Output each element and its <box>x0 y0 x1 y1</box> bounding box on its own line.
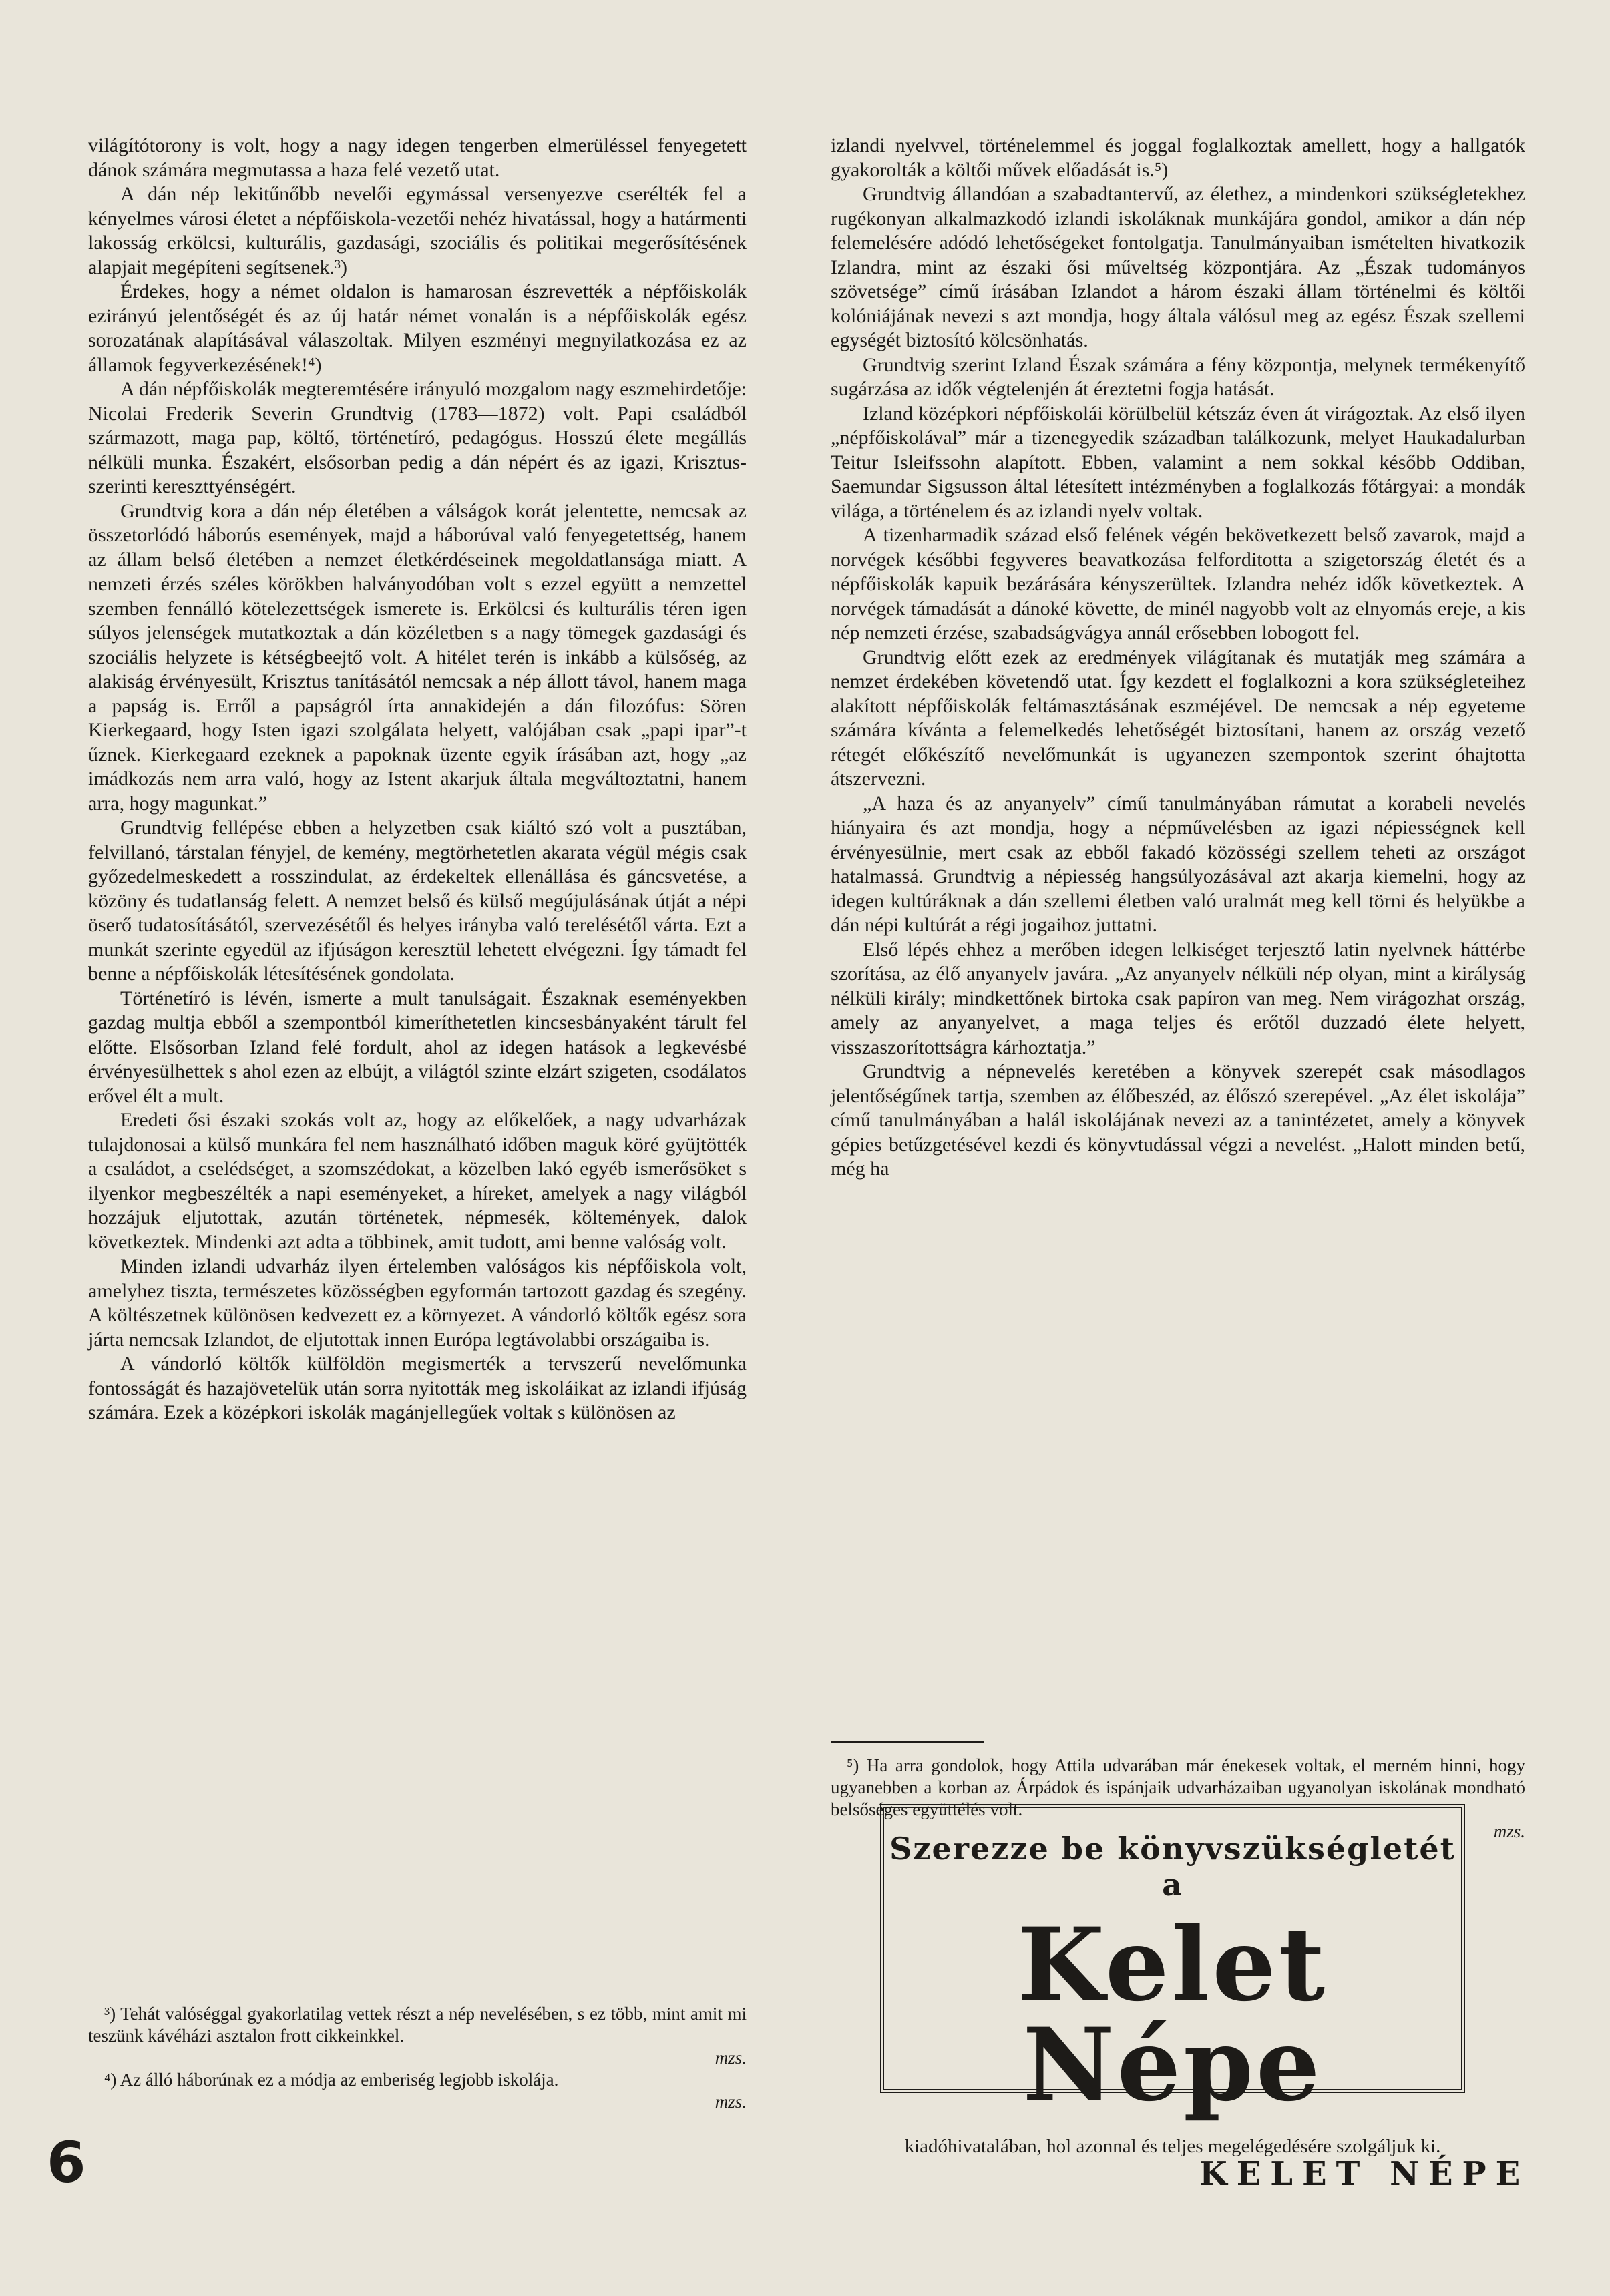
paragraph: Minden izlandi udvarház ilyen értelemben valóságos kis népfőiskola volt, amelyhez tiszta, természetes közösségben egyformán tartozott gazdag és szegény. A költészetnek különösen kedvezett ez a környezet. A vándorló költők egész sora járta nemcsak Izlandot, de eljutottak innen Európa legtávolabbi országaiba is. <box>88 1255 747 1351</box>
paragraph: A vándorló költők külföldön megismerték a tervszerű nevelőmunka fontosságát és hazajövetelük után sorra nyitották meg iskoláikat az izlandi ifjúság számára. Ezek a középkori iskolák magánjellegűek voltak s különösen az <box>88 1353 747 1423</box>
paragraph: Első lépés ehhez a merőben idegen lelkiséget terjesztő latin nyelvnek háttérbe szorítása, az élő anyanyelv javára. „Az anyanyelv nélküli nép olyan, mint a királyság nélküli király; mindkettőnek birtoka csak papíron van meg. Nem virágozhat ország, amely az anyanyelvet, a maga teljes és erőtől duzzadó élete helyett, visszaszorítottságra kárhoztatja.” <box>831 938 1525 1058</box>
paragraph: „A haza és az anyanyelv” című tanulmányában rámutat a korabeli nevelés hiányaira és azt mondja, hogy a népművelésben az igazi népiességnek kell érvényesülnie, mert csak az ebből fakadó közösségi szellem teheti az országot hatalmassá. Grundtvig a népiesség hangsúlyozásával azt akarja kiemelni, hogy az idegen kultúráknak a dán szellemi életben való uralmát meg kell törni és helyükbe a dán népi kultúrát a régi jogaihoz juttatni. <box>831 792 1525 936</box>
paragraph: világítótorony is volt, hogy a nagy idegen tengerben elmerüléssel fenyegetett dánok számára megmutassa a haza felé vezető utat. <box>88 134 747 181</box>
paragraph: A dán nép lekitűnőbb nevelői egymással versenyezve cserélték fel a kényelmes városi életet a népfőiskola-vezetői nehéz hivatással, hogy a határmenti lakosság erkölcsi, kulturális, gazdasági, szociális és politikai megerősítésének alapjait megépíteni segítsenek.³) <box>88 183 747 278</box>
advertisement-box <box>880 1804 1465 2157</box>
paragraph: Grundtvig kora a dán nép életében a válságok korát jelentette, nemcsak az összetorlódó háborús események, majd a háborúval való fenyegetettség, hanem az állam belső életében a nemzet életkérdéseinek megoldatlansága miatt. A nemzeti érzés széles körökben halványodóban volt s ezzel együtt a nemzettel szemben fennálló kötelezettségek ismerete is. Erkölcsi és kulturális téren igen súlyos jelenségek mutatkoztak a dán közéletben s a nagy tömegek gazdasági és szociális helyzete is kétségbeejtő volt. A hitélet terén is inkább a külsőség, az alakiság érvényesült, Krisztus tanításától nemcsak a nép állott távol, hanem maga a papság is. Erről a papságról írta annakidején a dán filozófus: Sören Kierkegaard, hogy Isten igazi szolgálata helyett, valójában csak „papi ipar”-t űznek. Kierkegaard ezeknek a papoknak üzente egyik írásában azt, hogy „az imádkozás nem arra való, hogy az Istent akarjuk általa megváltoztatni, hanem arra, hogy magunkat.” <box>88 499 747 815</box>
paragraph: Grundtvig a népnevelés keretében a könyvek szerepét csak másodlagos jelentőségűnek tartja, szemben az élőbeszéd, az élőszó szerepével. „Az élet iskolája” című tanulmányában a halál iskolájának nevezi az a tanintézetet, amely a könyvek gépies betűzgetésével kezdi és könyvtudással végzi a nevelést. „Halott minden betű, még ha <box>831 1060 1525 1180</box>
paragraph: izlandi nyelvvel, történelemmel és joggal foglalkoztak amellett, hogy a hallgatók gyakorolták a költői művek előadását is.⁵) <box>831 134 1525 181</box>
left-footnotes <box>88 2003 747 2113</box>
paragraph: Eredeti ősi északi szokás volt az, hogy az előkelőek, a nagy udvarházak tulajdonosai a külső munkára fel nem használható időben maguk köré gyüjtötték a családot, a cselédséget, a szomszédokat, a közelben lakó egyéb ismerősöket s ilyenkor megbeszélték a napi eseményeket, a híreket, amelyek a nagy világból hozzájuk eljutottak, azután történetek, népmesék, költemények, dalok következtek. Mindenki azt adta a többinek, amit tudott, ami benne valóság volt. <box>88 1109 747 1253</box>
footnote: ⁵) Ha arra gondolok, hogy Attila udvarában már énekesek voltak, el merném hinni, hogy ugyanebben a korban az Árpádok és ispánjaik udvarházaiban ugyanolyan iskolának mondható belsőséges együttélés volt. <box>831 1755 1525 1819</box>
footnote: ⁴) Az álló háborúnak ez a módja az emberiség legjobb iskolája. <box>104 2070 559 2090</box>
right-column <box>831 134 1525 1182</box>
ad-headline: Szerezze be könyvszükségletét a <box>889 1831 1456 1903</box>
footnote-signature: mzs. <box>1493 1821 1525 1841</box>
ad-brand-logo: Kelet Népe <box>1017 1906 1328 2124</box>
paragraph: Grundtvig szerint Izland Észak számára a fény központja, melynek termékenyítő sugárzása az idők végtelenjén át éreztetni fogja hatását. <box>831 353 1525 400</box>
footnote-divider <box>831 1741 984 1743</box>
paragraph: Érdekes, hogy a német oldalon is hamarosan észrevették a népfőiskolák ezirányú jelentőségét és az új határ német vonalán is a népfőiskolák egész sorozatának alapításával válaszoltak. Milyen eszményi megnyilatkozása ez az államok fegyverkezésének!⁴) <box>88 280 747 376</box>
paragraph: A tizenharmadik század első felének végén bekövetkezett belső zavarok, majd a norvégek későbbi fegyveres beavatkozása felforditotta a szigetország életét és a népfőiskolák kapuik bezárására kényszerültek. Izlandra nehéz idők következtek. A norvégek támadását a dánoké követte, de minél nagyobb volt az elnyomás ereje, a kis nép nemzeti érzése, szabadságvágya annál erősebben lobogott fel. <box>831 524 1525 644</box>
ad-subtext: kiadóhivatalában, hol azonnal és teljes megelégedésére szolgáljuk ki. <box>904 2136 1441 2157</box>
paragraph: Grundtvig fellépése ebben a helyzetben csak kiáltó szó volt a pusztában, felvillanó, társtalan fényjel, de kemény, megtörhetetlen akarata végül mégis csak győzedelmeskedett a rosszindulat, az érdekeltek ellenállása és gáncsvetése, a közöny és tudatlanság felett. A nemzet belső és külső megújulásának útját a népi öserő tudatosításától, szervezésétől és helyes irányba való terelésétől várta. Ezt a munkát szerinte egyedül az ifjúságon keresztül lehetett elvégezni. Így támadt fel benne a népfőiskolák létesítésének gondolata. <box>88 817 747 985</box>
paragraph: Történetíró is lévén, ismerte a mult tanulságait. Északnak eseményekben gazdag multja ebből a szempontból kimeríthetetlen kincsesbányaként tárult fel előtte. Elsősorban Izland felé fordult, ahol az idegen hatások a legkevésbé érvényesülhettek s ahol ezen az elbújt, a világtól szinte elzárt szigeten, csodálatos erővel élt a mult. <box>88 987 747 1107</box>
paragraph: Grundtvig előtt ezek az eredmények világítanak és mutatják meg számára a nemzet érdekében követendő utat. Így kezdett el foglalkozni a kora szükségleteihez alakított népfőiskolák feltámasztásának eszméjével. De nemcsak a nép egyeteme számára kívánta a felemelkedés lehetőségét biztosítani, hanem az ország vezető rétegét előkészítő nevelőmunkát is ugyanezen szempontok szerint óhajtotta átszervezni. <box>831 646 1525 790</box>
left-column <box>88 134 747 2112</box>
paragraph: A dán népfőiskolák megteremtésére irányuló mozgalom nagy eszmehirdetője: Nicolai Frederik Severin Grundtvig (1783—1872) volt. Papi családból származott, maga pap, költő, történetíró, pedagógus. Hosszú élete megállás nélküli munka. Északért, elsősorban pedig a dán népért és az igazi, Krisztus-szerinti kereszttyénségért. <box>88 378 747 497</box>
page-number: 6 <box>47 2130 86 2195</box>
running-title: KELET NÉPE <box>1199 2155 1530 2193</box>
paragraph: Grundtvig állandóan a szabadtantervű, az élethez, a mindenkori szükségletekhez rugékonyan alkalmazkodó izlandi iskoláknak munkájára gondol, amikor a dán nép felemelésére adódó lehetőségeket fontolgatja. Tanulmányaiban ismételten hivatkozik Izlandra, mint az északi ősi műveltség központjára. Az „Észak tudományos szövetsége” című írásában Izlandot a három északi állam történelmi és költői kolóniájának nevezi s azt mondja, hogy általa válósul meg az egész Észak szellemi egységét biztosító kölcsönhatás. <box>831 183 1525 351</box>
paragraph: Izland középkori népfőiskolái körülbelül kétszáz éven át virágoztak. Az első ilyen „népfőiskolával” már a tizenegyedik században találkozunk, melyet Haukadalurban Teitur Isleifssohn alapított. Ebben, valamint a nem sokkal később Oddiban, Saemundar Sigsusson által létesített intézményben a foglalkozás főtárgyai: a mondák világa, a történelem és az izlandi nyelv voltak. <box>831 402 1525 522</box>
footnote: ³) Tehát valóséggal gyakorlatilag vettek részt a nép nevelésében, s ez több, mint amit mi teszünk kávéházi asztalon frott cikkeinkkel. <box>88 2004 747 2046</box>
footnote-signature: mzs. <box>715 2048 747 2068</box>
footnote-signature: mzs. <box>715 2092 747 2112</box>
